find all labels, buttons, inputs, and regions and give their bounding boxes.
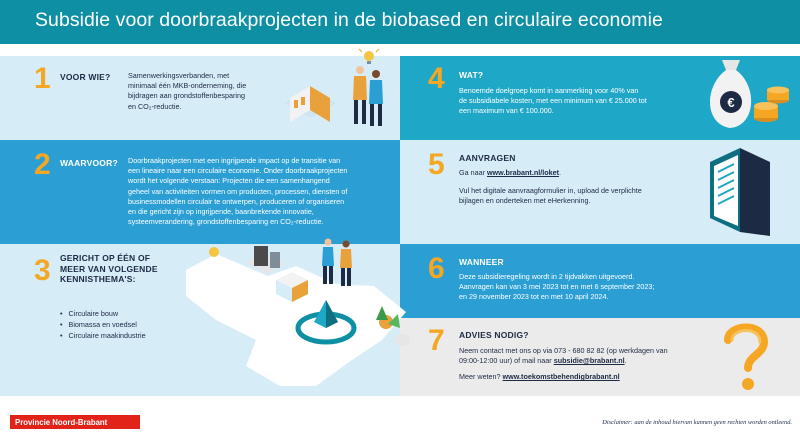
section-4-number: 4 [428,62,445,95]
money-bag-icon [700,46,796,136]
circular-economy-illustration [176,236,426,396]
section-2-heading: WAARVOOR? [60,158,118,168]
section-2-number: 2 [34,148,51,181]
provincie-logo: Provincie Noord-Brabant [10,415,140,429]
theme-list [60,308,146,341]
section-2-text: Doorbraakprojecten met een ingrijpende impact op de transitie van een lineaire naar een circulaire economie. Onder doorbraakprojecten wordt het volgende verstaan: Projecten die een samenhangend geheel van activiteiten vormen om producten, processen, diensten of businessmodellen circulair te ontwerpen, produceren of organiseren en die gericht zijn op ingrijpende, baanbrekende innovatie, systeemverandering, grondstoffenbesparing en CO₂-reductie. [128,156,348,227]
loket-link[interactable]: www.brabant.nl/loket [486,168,559,177]
section-7-number: 7 [428,324,445,357]
section-6-heading: WANNEER [459,257,504,267]
section-1-number: 1 [34,62,51,95]
email-link[interactable]: subsidie@brabant.nl [553,356,625,366]
section-7-text: Neem contact met ons op via 073 - 680 82 82 (op werkdagen van 09:00-12:00 uur) of mail naar subsidie@brabant.nl. Meer weten? www.toekomstbehendigbrabant.nl [459,346,668,382]
collaboration-illustration [276,48,396,138]
title-banner [0,0,800,44]
section-5-number: 5 [428,148,445,181]
section-1-heading: VOOR WIE? [60,72,111,82]
svg-text:€: € [727,95,735,110]
disclaimer: Disclaimer: aan de inhoud hiervan kunnen geen rechten worden ontleend. [602,419,792,426]
section-5-heading: AANVRAGEN [459,153,516,163]
question-mark-icon [712,318,782,394]
section-4-heading: WAT? [459,70,484,80]
section-3-number: 3 [34,254,51,287]
section-7-heading: ADVIES NODIG? [459,330,529,340]
list-item: • Circulaire bouw [60,308,146,319]
page-title: Subsidie voor doorbraakprojecten in de biobased en circulaire economie [35,9,663,31]
document-icon [700,142,796,242]
section-6-number: 6 [428,252,445,285]
section-4-text: Benoemde doelgroep komt in aanmerking voor 40% van de subsidiabele kosten, met een minimum van € 25.000 tot een maximum van € 100.000. [459,86,647,116]
list-item: • Biomassa en voedsel [60,319,146,330]
list-item: • Circulaire maakindustrie [60,330,146,341]
section-3-heading: GERICHT OP ÉÉN OF MEER VAN VOLGENDE KENNISTHEMA'S: [60,253,158,285]
section-6-text: Deze subsidieregeling wordt in 2 tijdvakken uitgevoerd. Aanvragen kan van 3 mei 2023 tot en met 6 september 2023; en 29 november 2023 tot en met 10 april 2024. [459,272,655,302]
website-link[interactable]: www.toekomstbehendigbrabant.nl [502,372,620,382]
section-5-text: Ga naar www.brabant.nl/loket. Vul het digitale aanvraagformulier in, upload de verplichte bijlagen en onderteken met eHerkenning. [459,168,642,206]
section-1-text: Samenwerkingsverbanden, met minimaal één MKB-onderneming, die bijdragen aan grondstoffenbesparing en CO₂-reductie. [128,71,247,111]
